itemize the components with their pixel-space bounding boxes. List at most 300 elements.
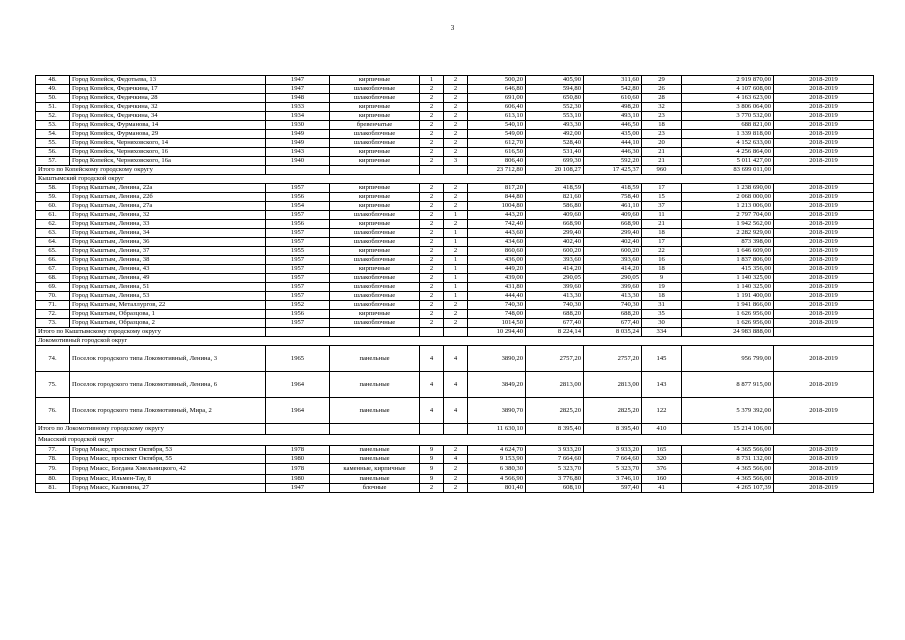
year-built: 1940 xyxy=(266,157,330,166)
residents: 122 xyxy=(642,398,682,424)
entrances: 4 xyxy=(444,346,468,372)
cost: 1 140 325,00 xyxy=(682,274,774,283)
table-row xyxy=(36,319,874,328)
period: 2018-2019 xyxy=(774,94,874,103)
table-row xyxy=(36,372,874,398)
residents: 18 xyxy=(642,229,682,238)
living-area: 413,30 xyxy=(526,292,584,301)
table-row xyxy=(36,256,874,265)
living-area: 405,90 xyxy=(526,76,584,85)
row-number: 54. xyxy=(36,130,70,139)
row-number: 73. xyxy=(36,319,70,328)
empty-cell xyxy=(266,328,330,337)
residential-area: 7 664,60 xyxy=(584,455,642,464)
row-number: 56. xyxy=(36,148,70,157)
living-area: 740,30 xyxy=(526,301,584,310)
cost: 1 191 400,00 xyxy=(682,292,774,301)
row-number: 49. xyxy=(36,85,70,94)
row-number: 51. xyxy=(36,103,70,112)
residential-area: 446,50 xyxy=(584,121,642,130)
floors: 2 xyxy=(420,247,444,256)
section-label: Кыштымский городской округ xyxy=(36,175,874,184)
wall-material: кирпичные xyxy=(330,220,420,229)
cost: 4 365 566,00 xyxy=(682,464,774,475)
address: Город Копейск, Фурманова, 29 xyxy=(70,130,266,139)
wall-material: кирпичные xyxy=(330,112,420,121)
residential-area: 592,20 xyxy=(584,157,642,166)
period: 2018-2019 xyxy=(774,202,874,211)
total-area: 549,00 xyxy=(468,130,526,139)
address: Поселок городского типа Локомотивный, Ленина, 6 xyxy=(70,372,266,398)
table-row xyxy=(36,112,874,121)
table-row xyxy=(36,76,874,85)
floors: 2 xyxy=(420,319,444,328)
period: 2018-2019 xyxy=(774,193,874,202)
empty-cell xyxy=(330,424,420,435)
floors: 2 xyxy=(420,220,444,229)
living-area: 531,40 xyxy=(526,148,584,157)
row-number: 76. xyxy=(36,398,70,424)
living-area: 3 776,80 xyxy=(526,475,584,484)
cost: 4 265 107,39 xyxy=(682,484,774,493)
wall-material: шлакоблочные xyxy=(330,283,420,292)
address: Город Кыштым, Металлургов, 22 xyxy=(70,301,266,310)
cost: 15 214 106,00 xyxy=(682,424,774,435)
period: 2018-2019 xyxy=(774,301,874,310)
period: 2018-2019 xyxy=(774,274,874,283)
living-area: 2813,00 xyxy=(526,372,584,398)
entrances: 2 xyxy=(444,301,468,310)
total-area: 6 380,30 xyxy=(468,464,526,475)
period: 2018-2019 xyxy=(774,184,874,193)
address: Город Кыштым, Образцова, 1 xyxy=(70,310,266,319)
residents: 21 xyxy=(642,220,682,229)
cost: 1 837 806,00 xyxy=(682,256,774,265)
cost: 8 877 915,00 xyxy=(682,372,774,398)
row-number: 78. xyxy=(36,455,70,464)
year-built: 1955 xyxy=(266,247,330,256)
row-number: 68. xyxy=(36,274,70,283)
table-row xyxy=(36,484,874,493)
year-built: 1934 xyxy=(266,112,330,121)
residents: 19 xyxy=(642,283,682,292)
residents: 18 xyxy=(642,292,682,301)
housing-register-table xyxy=(35,75,874,493)
period: 2018-2019 xyxy=(774,398,874,424)
address: Город Копейск, Федячкина, 34 xyxy=(70,112,266,121)
living-area: 418,59 xyxy=(526,184,584,193)
floors: 2 xyxy=(420,274,444,283)
residential-area: 3 933,20 xyxy=(584,446,642,455)
living-area: 600,20 xyxy=(526,247,584,256)
row-number: 64. xyxy=(36,238,70,247)
row-number: 75. xyxy=(36,372,70,398)
table-row xyxy=(36,202,874,211)
address: Город Копейск, Федячкина, 32 xyxy=(70,103,266,112)
section-label: Локомотивный городской округ xyxy=(36,337,874,346)
total-area: 742,40 xyxy=(468,220,526,229)
year-built: 1954 xyxy=(266,202,330,211)
total-area: 23 712,80 xyxy=(468,166,526,175)
total-area: 1014,50 xyxy=(468,319,526,328)
living-area: 668,90 xyxy=(526,220,584,229)
period: 2018-2019 xyxy=(774,157,874,166)
residents: 160 xyxy=(642,475,682,484)
residential-area: 740,30 xyxy=(584,301,642,310)
wall-material: шлакоблочные xyxy=(330,211,420,220)
cost: 4 256 864,00 xyxy=(682,148,774,157)
empty-cell xyxy=(444,328,468,337)
residential-area: 498,20 xyxy=(584,103,642,112)
section-label: Миасский городской округ xyxy=(36,435,874,446)
wall-material: бревенчатые xyxy=(330,121,420,130)
cost: 956 799,00 xyxy=(682,346,774,372)
wall-material: кирпичные xyxy=(330,193,420,202)
residents: 20 xyxy=(642,139,682,148)
period: 2018-2019 xyxy=(774,130,874,139)
entrances: 2 xyxy=(444,130,468,139)
wall-material: шлакоблочные xyxy=(330,130,420,139)
address: Город Кыштым, Ленина, 38 xyxy=(70,256,266,265)
floors: 2 xyxy=(420,265,444,274)
address: Город Копейск, Фурманова, 14 xyxy=(70,121,266,130)
total-area: 613,10 xyxy=(468,112,526,121)
year-built: 1947 xyxy=(266,484,330,493)
total-area: 9 153,90 xyxy=(468,455,526,464)
year-built: 1956 xyxy=(266,220,330,229)
entrances: 1 xyxy=(444,292,468,301)
address: Город Кыштым, Ленина, 53 xyxy=(70,292,266,301)
residential-area: 668,90 xyxy=(584,220,642,229)
period: 2018-2019 xyxy=(774,372,874,398)
wall-material: кирпичные xyxy=(330,202,420,211)
residents: 18 xyxy=(642,121,682,130)
residential-area: 2757,20 xyxy=(584,346,642,372)
cost: 5 379 392,00 xyxy=(682,398,774,424)
living-area: 528,40 xyxy=(526,139,584,148)
row-number: 65. xyxy=(36,247,70,256)
living-area: 393,60 xyxy=(526,256,584,265)
address: Город Кыштым, Ленина, 49 xyxy=(70,274,266,283)
address: Город Копейск, Черняховского, 14 xyxy=(70,139,266,148)
residential-area: 758,40 xyxy=(584,193,642,202)
empty-cell xyxy=(774,328,874,337)
floors: 2 xyxy=(420,229,444,238)
living-area: 586,80 xyxy=(526,202,584,211)
row-number: 48. xyxy=(36,76,70,85)
total-area: 612,70 xyxy=(468,139,526,148)
year-built: 1964 xyxy=(266,398,330,424)
empty-cell xyxy=(330,328,420,337)
period: 2018-2019 xyxy=(774,319,874,328)
cost: 1 140 325,00 xyxy=(682,283,774,292)
table-row xyxy=(36,265,874,274)
residents: 26 xyxy=(642,85,682,94)
wall-material: панельные xyxy=(330,446,420,455)
cost: 4 107 608,00 xyxy=(682,85,774,94)
entrances: 4 xyxy=(444,372,468,398)
floors: 4 xyxy=(420,346,444,372)
total-area: 691,00 xyxy=(468,94,526,103)
residents: 18 xyxy=(642,265,682,274)
residents: 17 xyxy=(642,184,682,193)
period: 2018-2019 xyxy=(774,112,874,121)
section-header-row xyxy=(36,337,874,346)
wall-material: шлакоблочные xyxy=(330,139,420,148)
floors: 2 xyxy=(420,157,444,166)
empty-cell xyxy=(266,424,330,435)
entrances: 1 xyxy=(444,265,468,274)
residential-area: 402,40 xyxy=(584,238,642,247)
year-built: 1930 xyxy=(266,121,330,130)
year-built: 1948 xyxy=(266,94,330,103)
residents: 41 xyxy=(642,484,682,493)
table-row xyxy=(36,346,874,372)
address: Город Кыштым, Ленина, 34 xyxy=(70,229,266,238)
entrances: 3 xyxy=(444,157,468,166)
floors: 2 xyxy=(420,112,444,121)
address: Город Миасс, проспект Октября, 53 xyxy=(70,446,266,455)
entrances: 2 xyxy=(444,475,468,484)
row-number: 69. xyxy=(36,283,70,292)
entrances: 4 xyxy=(444,398,468,424)
entrances: 2 xyxy=(444,310,468,319)
residents: 31 xyxy=(642,301,682,310)
year-built: 1956 xyxy=(266,310,330,319)
cost: 1 238 690,00 xyxy=(682,184,774,193)
table-row xyxy=(36,220,874,229)
wall-material: кирпичные xyxy=(330,76,420,85)
year-built: 1957 xyxy=(266,292,330,301)
living-area: 821,60 xyxy=(526,193,584,202)
residential-area: 493,10 xyxy=(584,112,642,121)
cost: 4 365 566,00 xyxy=(682,446,774,455)
floors: 2 xyxy=(420,121,444,130)
empty-cell xyxy=(444,424,468,435)
wall-material: панельные xyxy=(330,372,420,398)
entrances: 2 xyxy=(444,220,468,229)
total-area: 11 630,10 xyxy=(468,424,526,435)
period: 2018-2019 xyxy=(774,148,874,157)
living-area: 608,10 xyxy=(526,484,584,493)
cost: 83 699 011,00 xyxy=(682,166,774,175)
year-built: 1957 xyxy=(266,211,330,220)
living-area: 492,00 xyxy=(526,130,584,139)
residents: 35 xyxy=(642,310,682,319)
wall-material: панельные xyxy=(330,455,420,464)
wall-material: шлакоблочные xyxy=(330,238,420,247)
residential-area: 5 323,70 xyxy=(584,464,642,475)
table-row xyxy=(36,103,874,112)
residents: 17 xyxy=(642,238,682,247)
total-area: 3890,70 xyxy=(468,398,526,424)
row-number: 52. xyxy=(36,112,70,121)
address: Город Миасс, Богдана Хмельницкого, 42 xyxy=(70,464,266,475)
cost: 1 626 956,00 xyxy=(682,319,774,328)
residents: 37 xyxy=(642,202,682,211)
residential-area: 688,20 xyxy=(584,310,642,319)
cost: 1 213 006,00 xyxy=(682,202,774,211)
address: Поселок городского типа Локомотивный, Мира, 2 xyxy=(70,398,266,424)
year-built: 1957 xyxy=(266,283,330,292)
residential-area: 597,40 xyxy=(584,484,642,493)
address: Город Кыштым, Ленина, 33 xyxy=(70,220,266,229)
floors: 2 xyxy=(420,184,444,193)
year-built: 1964 xyxy=(266,372,330,398)
cost: 2 919 870,00 xyxy=(682,76,774,85)
wall-material: шлакоблочные xyxy=(330,319,420,328)
residents: 21 xyxy=(642,157,682,166)
floors: 1 xyxy=(420,76,444,85)
residential-area: 677,40 xyxy=(584,319,642,328)
total-area: 436,00 xyxy=(468,256,526,265)
table-row xyxy=(36,229,874,238)
residential-area: 413,30 xyxy=(584,292,642,301)
period: 2018-2019 xyxy=(774,310,874,319)
residential-area: 418,59 xyxy=(584,184,642,193)
residential-area: 8 035,24 xyxy=(584,328,642,337)
row-number: 55. xyxy=(36,139,70,148)
total-area: 801,40 xyxy=(468,484,526,493)
table-row xyxy=(36,283,874,292)
wall-material: шлакоблочные xyxy=(330,256,420,265)
address: Город Кыштым, Образцова, 2 xyxy=(70,319,266,328)
living-area: 688,20 xyxy=(526,310,584,319)
cost: 415 356,00 xyxy=(682,265,774,274)
floors: 2 xyxy=(420,283,444,292)
year-built: 1957 xyxy=(266,274,330,283)
entrances: 2 xyxy=(444,319,468,328)
total-area: 434,60 xyxy=(468,238,526,247)
residential-area: 299,40 xyxy=(584,229,642,238)
cost: 8 731 132,00 xyxy=(682,455,774,464)
total-area: 10 294,40 xyxy=(468,328,526,337)
cost: 2 282 929,00 xyxy=(682,229,774,238)
living-area: 402,40 xyxy=(526,238,584,247)
floors: 2 xyxy=(420,484,444,493)
wall-material: кирпичные xyxy=(330,247,420,256)
total-area: 616,50 xyxy=(468,148,526,157)
wall-material: кирпичные xyxy=(330,148,420,157)
period: 2018-2019 xyxy=(774,211,874,220)
table-row xyxy=(36,184,874,193)
floors: 9 xyxy=(420,455,444,464)
row-number: 50. xyxy=(36,94,70,103)
wall-material: блочные xyxy=(330,484,420,493)
table-row xyxy=(36,475,874,484)
entrances: 2 xyxy=(444,202,468,211)
living-area: 8 395,40 xyxy=(526,424,584,435)
floors: 2 xyxy=(420,292,444,301)
entrances: 1 xyxy=(444,274,468,283)
year-built: 1952 xyxy=(266,301,330,310)
living-area: 409,60 xyxy=(526,211,584,220)
year-built: 1943 xyxy=(266,148,330,157)
residential-area: 393,60 xyxy=(584,256,642,265)
total-area: 740,30 xyxy=(468,301,526,310)
residential-area: 3 746,10 xyxy=(584,475,642,484)
residential-area: 610,60 xyxy=(584,94,642,103)
table-row xyxy=(36,292,874,301)
period: 2018-2019 xyxy=(774,446,874,455)
year-built: 1957 xyxy=(266,256,330,265)
total-area: 3849,20 xyxy=(468,372,526,398)
table-row xyxy=(36,274,874,283)
period: 2018-2019 xyxy=(774,103,874,112)
address: Город Миасс, Ильмен-Тау, 8 xyxy=(70,475,266,484)
period: 2018-2019 xyxy=(774,76,874,85)
entrances: 1 xyxy=(444,256,468,265)
row-number: 53. xyxy=(36,121,70,130)
residents: 960 xyxy=(642,166,682,175)
residents: 145 xyxy=(642,346,682,372)
empty-cell xyxy=(774,424,874,435)
entrances: 2 xyxy=(444,121,468,130)
entrances: 1 xyxy=(444,283,468,292)
address: Город Кыштым, Ленина, 51 xyxy=(70,283,266,292)
total-label: Итого по Кыштымскому городскому округу xyxy=(36,328,266,337)
entrances: 2 xyxy=(444,148,468,157)
table-row xyxy=(36,310,874,319)
period: 2018-2019 xyxy=(774,229,874,238)
address: Поселок городского типа Локомотивный, Ленина, 3 xyxy=(70,346,266,372)
floors: 2 xyxy=(420,193,444,202)
residents: 23 xyxy=(642,112,682,121)
address: Город Кыштым, Ленина, 22б xyxy=(70,193,266,202)
address: Город Кыштым, Ленина, 37 xyxy=(70,247,266,256)
residential-area: 542,80 xyxy=(584,85,642,94)
residential-area: 409,60 xyxy=(584,211,642,220)
entrances: 2 xyxy=(444,112,468,121)
residential-area: 461,10 xyxy=(584,202,642,211)
cost: 5 011 427,00 xyxy=(682,157,774,166)
floors: 2 xyxy=(420,310,444,319)
wall-material: кирпичные xyxy=(330,103,420,112)
total-area: 444,40 xyxy=(468,292,526,301)
entrances: 2 xyxy=(444,446,468,455)
total-row xyxy=(36,328,874,337)
total-area: 806,40 xyxy=(468,157,526,166)
living-area: 552,30 xyxy=(526,103,584,112)
empty-cell xyxy=(774,166,874,175)
residential-area: 2813,00 xyxy=(584,372,642,398)
residents: 16 xyxy=(642,256,682,265)
total-area: 431,80 xyxy=(468,283,526,292)
floors: 2 xyxy=(420,130,444,139)
residents: 9 xyxy=(642,274,682,283)
address: Город Миасс, проспект Октября, 55 xyxy=(70,455,266,464)
residents: 32 xyxy=(642,103,682,112)
residents: 29 xyxy=(642,76,682,85)
empty-cell xyxy=(444,166,468,175)
address: Город Кыштым, Ленина, 36 xyxy=(70,238,266,247)
wall-material: каменные, кирпичные xyxy=(330,464,420,475)
total-label: Итого по Копейскому городскому округу xyxy=(36,166,266,175)
residents: 28 xyxy=(642,94,682,103)
row-number: 57. xyxy=(36,157,70,166)
address: Город Кыштым, Ленина, 32 xyxy=(70,211,266,220)
wall-material: шлакоблочные xyxy=(330,85,420,94)
entrances: 1 xyxy=(444,238,468,247)
cost: 1 942 562,00 xyxy=(682,220,774,229)
period: 2018-2019 xyxy=(774,238,874,247)
total-area: 443,20 xyxy=(468,211,526,220)
row-number: 71. xyxy=(36,301,70,310)
residential-area: 290,05 xyxy=(584,274,642,283)
table-row xyxy=(36,193,874,202)
year-built: 1957 xyxy=(266,238,330,247)
empty-cell xyxy=(420,166,444,175)
